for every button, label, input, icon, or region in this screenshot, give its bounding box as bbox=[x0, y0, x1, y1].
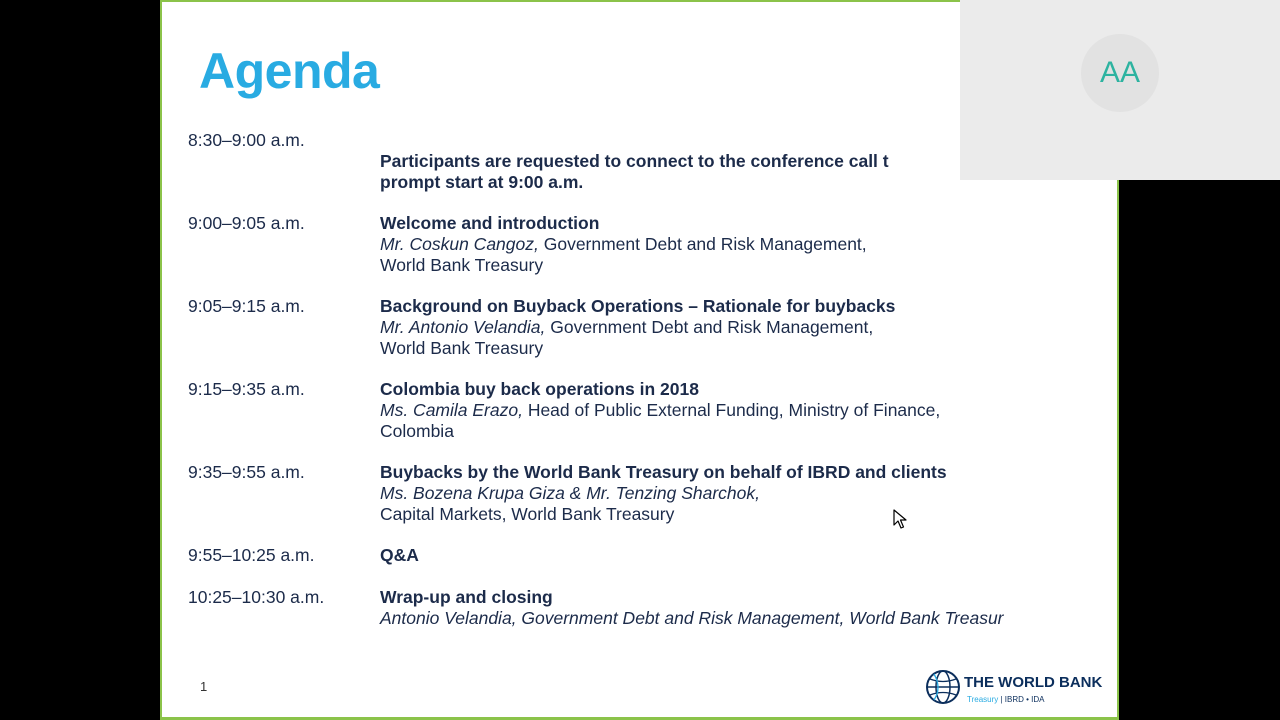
world-bank-logo bbox=[924, 668, 1109, 708]
agenda-time: 9:55–10:25 a.m. bbox=[188, 545, 315, 565]
agenda-speaker-line bbox=[380, 400, 1110, 421]
agenda-org-line: World Bank Treasury bbox=[380, 255, 544, 275]
agenda-heading: Background on Buyback Operations – Rationale for buybacks bbox=[380, 296, 896, 316]
agenda-org-line: World Bank Treasury bbox=[380, 338, 544, 358]
speaker-name: Mr. Antonio Velandia, bbox=[380, 317, 546, 337]
agenda-heading: Welcome and introduction bbox=[380, 213, 600, 233]
agenda-speaker-line bbox=[380, 317, 1110, 338]
agenda-org-line: Capital Markets, World Bank Treasury bbox=[380, 504, 675, 524]
agenda-heading: Participants are requested to connect to the conference call t bbox=[380, 151, 889, 171]
agenda-body bbox=[380, 545, 1110, 566]
agenda-speaker-line bbox=[380, 483, 1110, 504]
speaker-name: Ms. Camila Erazo, bbox=[380, 400, 523, 420]
agenda-heading: Q&A bbox=[380, 545, 419, 565]
agenda-time: 10:25–10:30 a.m. bbox=[188, 587, 325, 607]
agenda-time: 9:05–9:15 a.m. bbox=[188, 296, 305, 316]
mouse-cursor-icon bbox=[893, 509, 907, 529]
world-bank-name: THE WORLD BANK bbox=[964, 674, 1103, 691]
logo-ibrd-ida: | IBRD • IDA bbox=[998, 695, 1045, 704]
agenda-heading: Wrap-up and closing bbox=[380, 587, 553, 607]
participant-video-tile[interactable] bbox=[960, 0, 1280, 180]
agenda-heading: Buybacks by the World Bank Treasury on behalf of IBRD and clients bbox=[380, 462, 947, 482]
agenda-heading: Colombia buy back operations in 2018 bbox=[380, 379, 699, 399]
agenda-time: 8:30–9:00 a.m. bbox=[188, 130, 305, 150]
agenda-speaker-line bbox=[380, 234, 1110, 255]
agenda-body bbox=[380, 296, 1110, 359]
slide-number: 1 bbox=[200, 679, 208, 694]
world-bank-globe-icon bbox=[924, 668, 962, 706]
agenda-time: 9:15–9:35 a.m. bbox=[188, 379, 305, 399]
agenda-body bbox=[380, 462, 1110, 525]
slide-title: Agenda bbox=[199, 43, 380, 99]
agenda-time: 9:00–9:05 a.m. bbox=[188, 213, 305, 233]
speaker-name: Mr. Coskun Cangoz, bbox=[380, 234, 539, 254]
agenda-body bbox=[380, 379, 1110, 442]
agenda-line: prompt start at 9:00 a.m. bbox=[380, 172, 584, 192]
agenda-org-line: Colombia bbox=[380, 421, 454, 441]
speaker-role: Head of Public External Funding, Ministry of Finance, bbox=[522, 400, 941, 420]
speaker-role: Government Debt and Risk Management, bbox=[538, 234, 867, 254]
world-bank-subtitle bbox=[967, 695, 1044, 704]
agenda-body bbox=[380, 213, 1110, 276]
speaker-role: Government Debt and Risk Management, bbox=[545, 317, 874, 337]
agenda-time: 9:35–9:55 a.m. bbox=[188, 462, 305, 482]
participant-avatar: AA bbox=[1081, 34, 1159, 112]
agenda-speaker-line: Antonio Velandia, Government Debt and Risk Management, World Bank Treasur bbox=[380, 608, 1004, 628]
agenda-body bbox=[380, 587, 1110, 629]
logo-treasury: Treasury bbox=[967, 695, 999, 704]
speaker-name: Ms. Bozena Krupa Giza & Mr. Tenzing Sharchok, bbox=[380, 483, 760, 503]
